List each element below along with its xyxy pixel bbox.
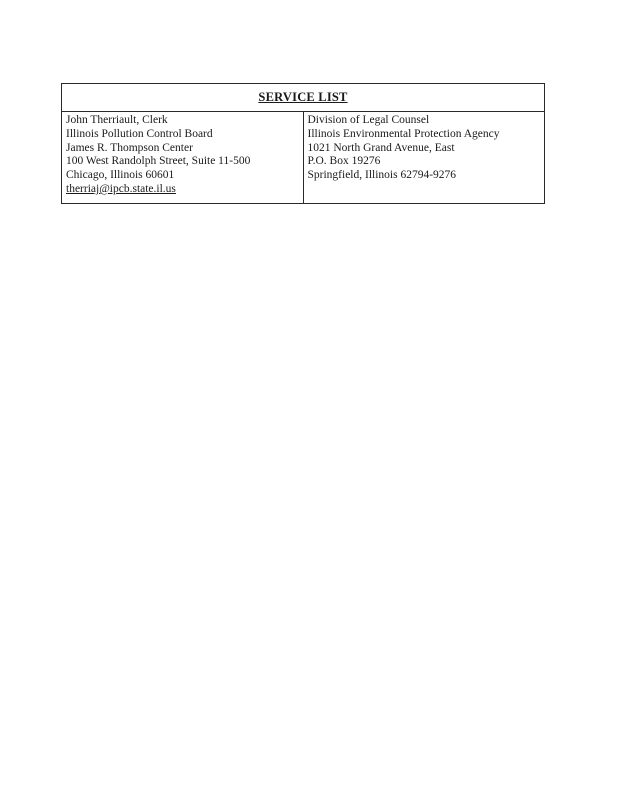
recipient-street: 1021 North Grand Avenue, East (307, 141, 455, 154)
recipient-email-link[interactable]: therriaj@ipcb.state.il.us (66, 182, 176, 195)
recipient-organization: Illinois Environmental Protection Agency (307, 127, 500, 140)
recipient-city: Chicago, Illinois 60601 (66, 169, 175, 182)
recipient-cell-clerk (62, 112, 304, 204)
recipient-name: John Therriault, Clerk (66, 114, 168, 126)
service-list-header (62, 84, 545, 112)
recipient-organization: Illinois Pollution Control Board (66, 127, 213, 140)
service-list-recipients-row (62, 112, 545, 204)
recipient-street: 100 West Randolph Street, Suite 11-500 (66, 155, 251, 168)
recipient-cell-legal-counsel (303, 112, 545, 204)
service-list-table (61, 83, 545, 204)
recipient-city: Springfield, Illinois 62794-9276 (307, 169, 457, 182)
service-list-header-row (62, 84, 545, 112)
recipient-building: James R. Thompson Center (66, 141, 193, 154)
service-list-title: SERVICE LIST (258, 90, 348, 104)
recipient-po-box: P.O. Box 19276 (307, 155, 381, 168)
recipient-name: Division of Legal Counsel (307, 114, 430, 126)
